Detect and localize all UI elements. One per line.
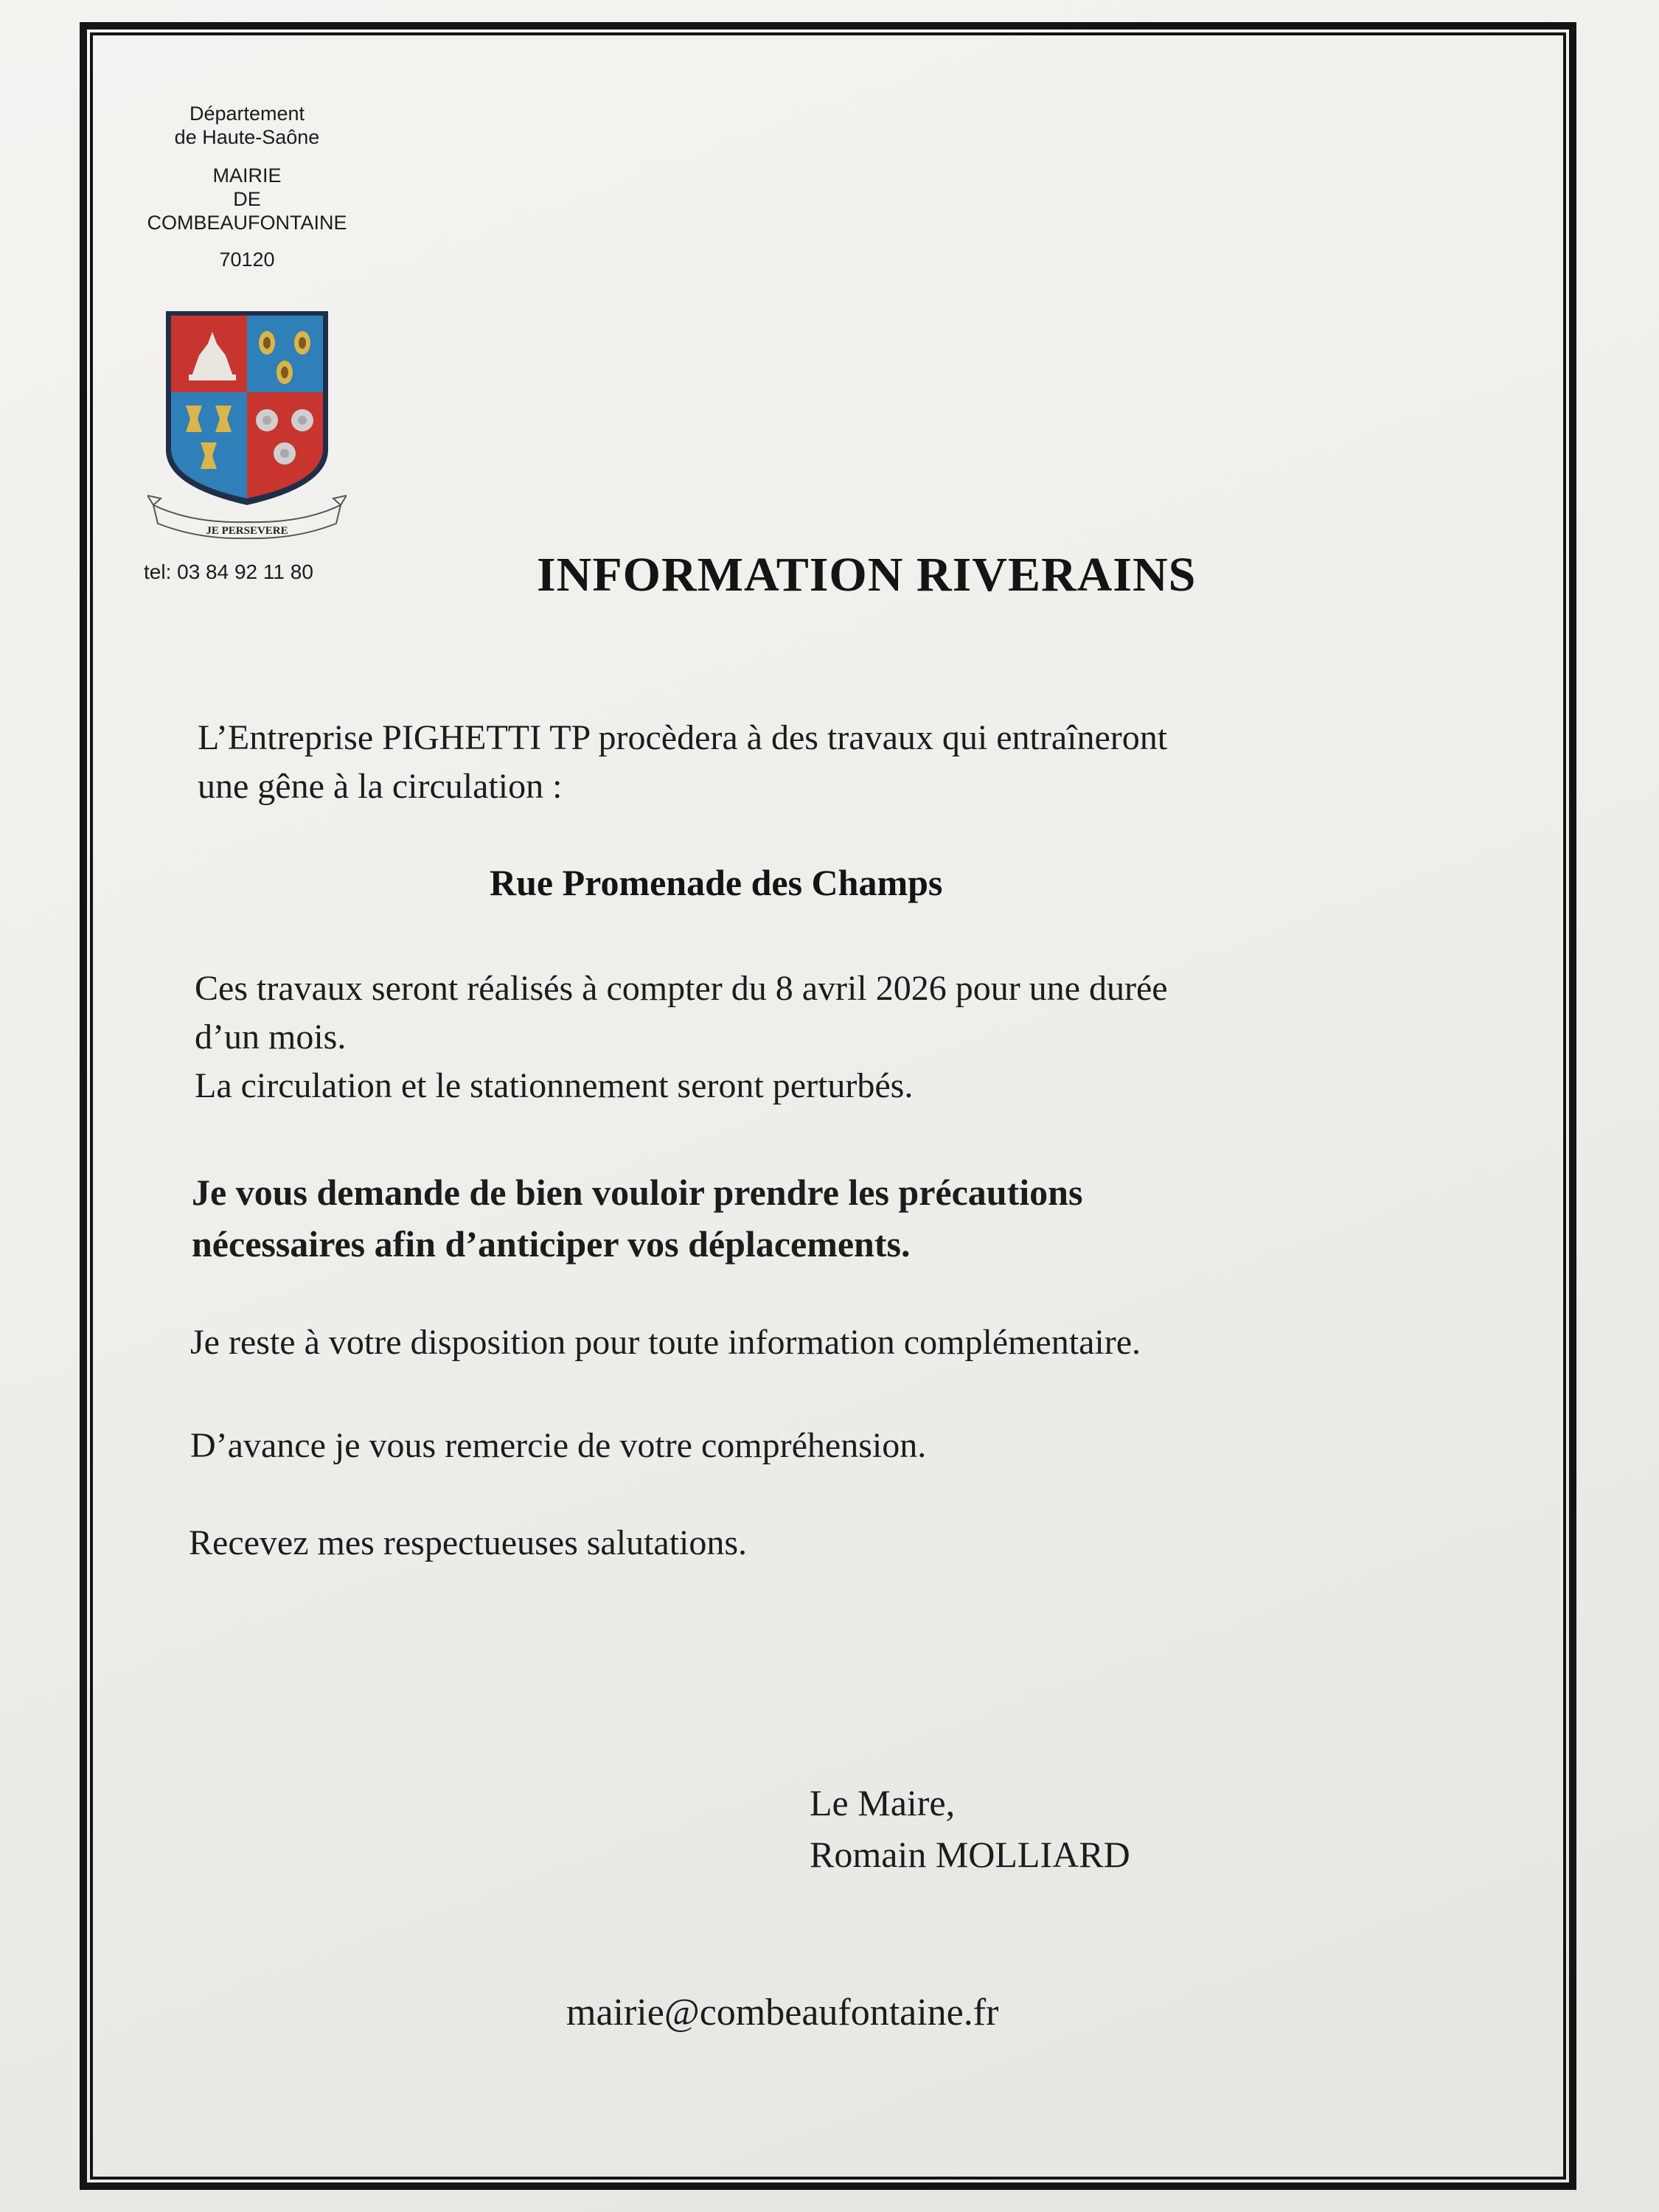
letterhead [125, 102, 369, 271]
phone-number: tel: 03 84 92 11 80 [144, 560, 313, 583]
dates-paragraph [195, 964, 1168, 1110]
signature-name: Romain MOLLIARD [810, 1834, 1130, 1875]
contact-email: mairie@combeaufontaine.fr [566, 1992, 999, 2034]
coat-of-arms-icon [147, 302, 347, 546]
warning-line-1: Je vous demande de bien vouloir prendre les précautions [192, 1172, 1083, 1213]
street-name: Rue Promenade des Champs [490, 862, 943, 903]
dates-line-3: La circulation et le stationnement seront perturbés. [195, 1066, 914, 1105]
intro-line-1: L’Entreprise PIGHETTI TP procèdera à des travaux qui entraîneront [198, 718, 1168, 757]
signature-role: Le Maire, [810, 1782, 956, 1823]
thanks-paragraph: D’avance je vous remercie de votre compréhension. [190, 1426, 927, 1465]
mairie-line-3: COMBEAUFONTAINE [147, 212, 347, 234]
intro-paragraph [198, 714, 1167, 811]
salutations-paragraph: Recevez mes respectueuses salutations. [189, 1523, 748, 1562]
page-title: INFORMATION RIVERAINS [537, 548, 1197, 602]
postcode: 70120 [219, 248, 275, 271]
signature-block [810, 1777, 1130, 1880]
warning-paragraph [192, 1166, 1082, 1270]
departement-line-1: Département [189, 102, 305, 125]
intro-line-2: une gêne à la circulation : [198, 767, 563, 806]
warning-line-2: nécessaires afin d’anticiper vos déplacements. [192, 1223, 911, 1265]
mairie-line-1: MAIRIE [212, 164, 282, 187]
dates-line-1: Ces travaux seront réalisés à compter du 8 avril 2026 pour une durée [195, 969, 1168, 1008]
departement-line-2: de Haute-Saône [174, 126, 320, 148]
disposition-paragraph: Je reste à votre disposition pour toute information complémentaire. [190, 1323, 1141, 1362]
dates-line-2: d’un mois. [195, 1018, 347, 1057]
mairie-line-2: DE [233, 188, 261, 210]
crest-motto: JE PERSEVERE [206, 525, 288, 537]
